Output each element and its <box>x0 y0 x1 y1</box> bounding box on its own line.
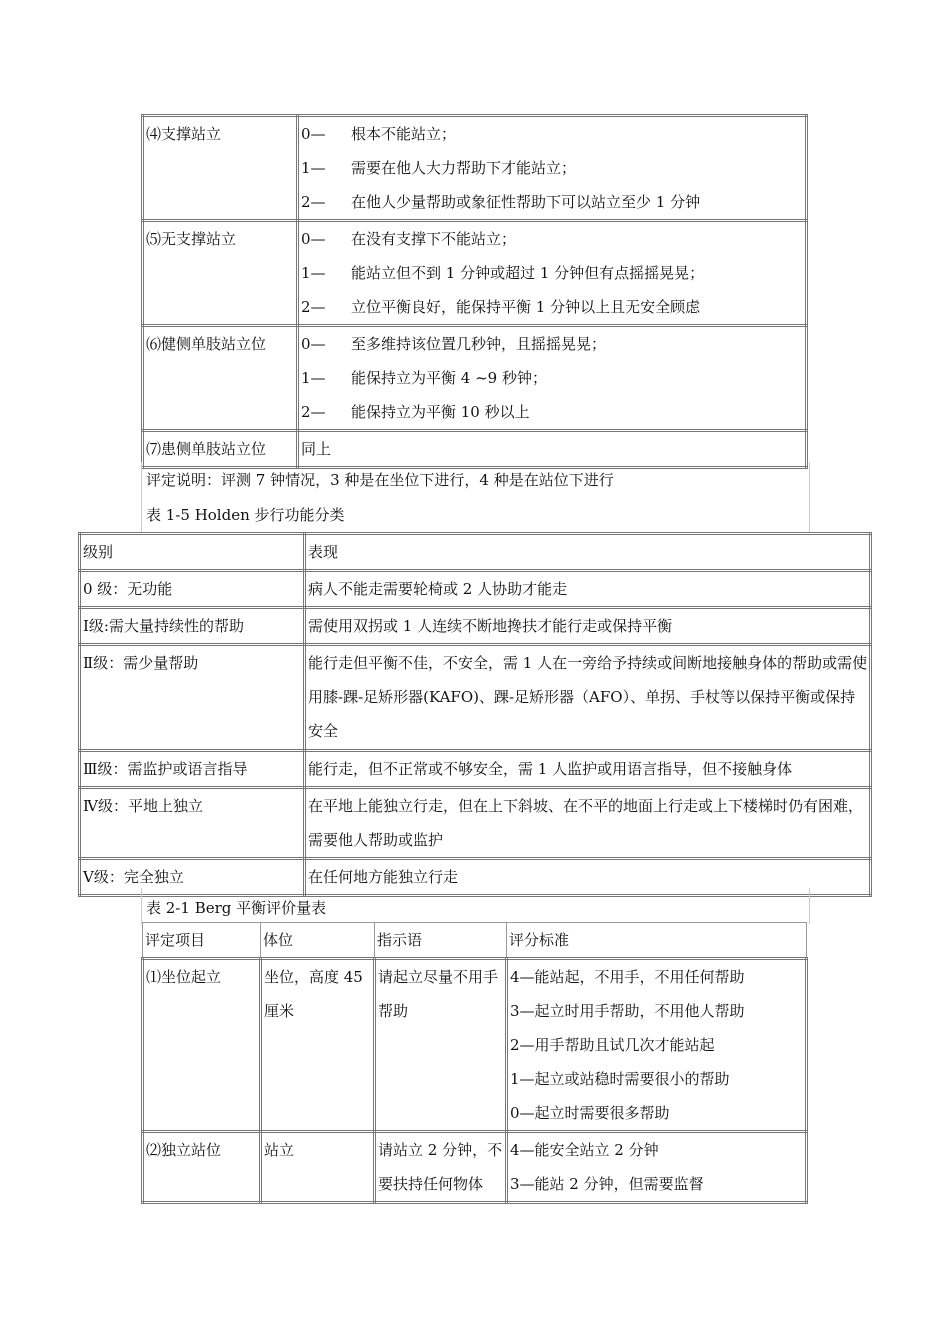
item-cell: ⑵独立站位 <box>143 1132 261 1203</box>
option-line <box>301 222 805 256</box>
level-cell: Ⅲ级：需监护或语言指导 <box>80 751 305 788</box>
level-cell: Ⅰ级:需大量持续性的帮助 <box>80 608 305 645</box>
berg-caption: 表 2-1 Berg 平衡评价量表 <box>141 888 810 924</box>
table-row <box>80 571 871 608</box>
criteria-line: 1—起立或站稳时需要很小的帮助 <box>510 1070 730 1088</box>
option-text: 能保持立为平衡 10 秒以上 <box>351 403 530 421</box>
option-text: 在他人少量帮助或象征性帮助下可以站立至少 1 分钟 <box>351 193 701 211</box>
table-header-row <box>143 923 807 959</box>
position-cell: 坐位，高度 45 厘米 <box>261 959 375 1132</box>
berg-table <box>141 922 808 1204</box>
instruction-cell: 请站立 2 分钟，不要扶持任何物体 <box>375 1132 507 1203</box>
table-row <box>80 788 871 859</box>
table-row <box>143 959 807 1132</box>
holden-caption: 表 1-5 Holden 步行功能分类 <box>146 506 345 524</box>
score: 1— <box>301 369 326 387</box>
holden-table <box>78 532 872 897</box>
standing-balance-table <box>141 114 808 469</box>
option-text: 能站立但不到 1 分钟或超过 1 分钟但有点摇摇晃晃； <box>351 264 705 282</box>
item-cell: ⑺患侧单肢站立位 <box>143 431 298 468</box>
criteria-line: 2—用手帮助且试几次才能站起 <box>510 1036 715 1054</box>
table-row <box>143 116 807 221</box>
score: 1— <box>301 264 326 282</box>
desc-cell: 病人不能走需要轮椅或 2 人协助才能走 <box>305 571 871 608</box>
table-row <box>80 751 871 788</box>
level-cell: Ⅳ级：平地上独立 <box>80 788 305 859</box>
level-cell: Ⅴ级：完全独立 <box>80 859 305 896</box>
table-row <box>143 1132 807 1203</box>
item-cell: ⑹健侧单肢站立位 <box>143 326 298 431</box>
table-row <box>143 326 807 431</box>
option-line <box>301 327 805 361</box>
table-row <box>143 221 807 326</box>
score: 1— <box>301 159 326 177</box>
option-text: 在没有支撑下不能站立； <box>351 230 517 248</box>
score: 0— <box>301 335 326 353</box>
item-cell: ⑸无支撑站立 <box>143 221 298 326</box>
header-level: 级别 <box>80 534 305 571</box>
option-text: 至多维持该位置几秒钟，且摇摇晃晃； <box>351 335 607 353</box>
score: 0— <box>301 230 326 248</box>
criteria-line: 3—起立时用手帮助，不用他人帮助 <box>510 1002 745 1020</box>
option-line <box>301 117 805 151</box>
item-cell: ⑷支撑站立 <box>143 116 298 221</box>
header-criteria: 评分标准 <box>507 923 807 959</box>
score: 2— <box>301 298 326 316</box>
option-line <box>301 361 805 395</box>
header-instruction: 指示语 <box>375 923 507 959</box>
option-text: 根本不能站立； <box>351 125 457 143</box>
header-position: 体位 <box>261 923 375 959</box>
options-cell <box>298 116 807 221</box>
desc-cell: 在任何地方能独立行走 <box>305 859 871 896</box>
desc-cell: 能行走，但不正常或不够安全，需 1 人监护或用语言指导，但不接触身体 <box>305 751 871 788</box>
option-text: 立位平衡良好，能保持平衡 1 分钟以上且无安全顾虑 <box>351 298 701 316</box>
option-text: 需要在他人大力帮助下才能站立； <box>351 159 577 177</box>
score: 0— <box>301 125 326 143</box>
option-line <box>301 185 805 219</box>
note-frame <box>141 462 810 532</box>
option-line <box>301 290 805 324</box>
score: 2— <box>301 403 326 421</box>
options-cell <box>298 326 807 431</box>
desc-cell: 在平地上能独立行走，但在上下斜坡、在不平的地面上行走或上下楼梯时仍有困难，需要他人帮助或监护 <box>305 788 871 859</box>
value-cell: 同上 <box>298 431 807 468</box>
table-header-row <box>80 534 871 571</box>
table-row <box>80 645 871 751</box>
table-row <box>80 608 871 645</box>
score: 2— <box>301 193 326 211</box>
option-text: 能保持立为平衡 4 ~9 秒钟； <box>351 369 547 387</box>
option-line <box>301 151 805 185</box>
header-item: 评定项目 <box>143 923 261 959</box>
criteria-line: 0—起立时需要很多帮助 <box>510 1104 670 1122</box>
desc-cell: 需使用双拐或 1 人连续不断地搀扶才能行走或保持平衡 <box>305 608 871 645</box>
evaluation-note: 评定说明：评测 7 钟情况，3 种是在坐位下进行，4 种是在站位下进行 <box>146 471 614 489</box>
instruction-cell: 请起立尽量不用手帮助 <box>375 959 507 1132</box>
option-line <box>301 256 805 290</box>
position-cell: 站立 <box>261 1132 375 1203</box>
desc-cell: 能行走但平衡不佳，不安全，需 1 人在一旁给予持续或间断地接触身体的帮助或需使用膝-踝-足矫形器(KAFO)、踝-足矫形器（AFO）、单拐、手杖等以保持平衡或保持安全 <box>305 645 871 751</box>
criteria-line: 3—能站 2 分钟，但需要监督 <box>510 1175 704 1193</box>
level-cell: 0 级：无功能 <box>80 571 305 608</box>
criteria-line: 4—能安全站立 2 分钟 <box>510 1141 659 1159</box>
header-desc: 表现 <box>305 534 871 571</box>
criteria-line: 4—能站起，不用手，不用任何帮助 <box>510 968 745 986</box>
options-cell <box>298 221 807 326</box>
option-line <box>301 395 805 429</box>
criteria-cell <box>507 959 807 1132</box>
criteria-cell <box>507 1132 807 1203</box>
item-cell: ⑴坐位起立 <box>143 959 261 1132</box>
level-cell: Ⅱ级：需少量帮助 <box>80 645 305 751</box>
